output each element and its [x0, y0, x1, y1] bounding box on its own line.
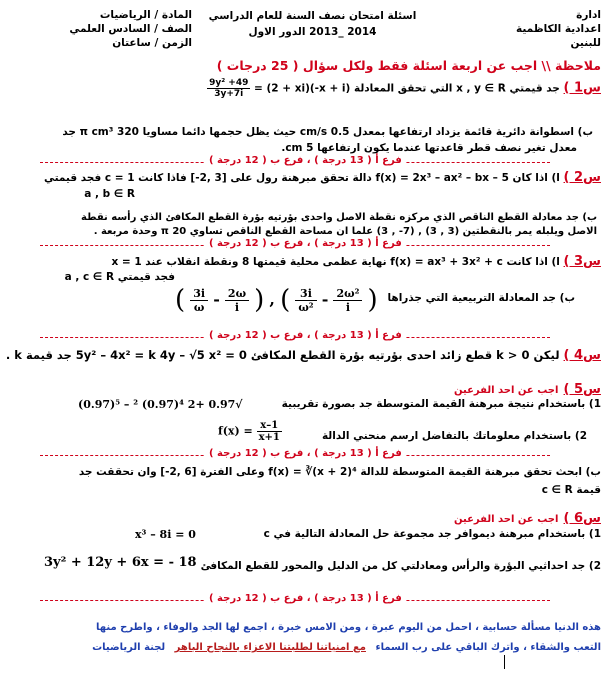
branch-marks [205, 593, 406, 604]
q6-item2 [201, 560, 601, 572]
branch-a-marks: فرع أ ( 13 درجة ) [314, 330, 402, 341]
frac-num: 2ω [225, 287, 249, 301]
branch-a-marks: فرع أ ( 13 درجة ) [314, 593, 402, 604]
header-subject-line: الزمن / ساعتان [112, 37, 192, 49]
q2-b-line2: الاصل ويلبله يمر بالنقطتين (3 , 3) , (7- , 3) علما ان مساحة القطع الناقص تساوي 20 π وحدة مربعة . [93, 226, 597, 237]
branch-b-marks: فرع ب ( 12 درجة ) [209, 448, 304, 459]
q5-header [454, 378, 601, 397]
minus-sign: - [213, 289, 220, 309]
header-school-line: ادارة [576, 9, 601, 21]
root2-term2 [333, 287, 362, 314]
branch-b-marks: فرع ب ( 12 درجة ) [209, 593, 304, 604]
q6-item2-num: 2) [588, 560, 601, 572]
q6-item1 [264, 528, 601, 540]
branch-sep: ، [306, 330, 311, 341]
footer-line2 [92, 642, 601, 653]
root2-term1 [295, 287, 316, 314]
q5-item2-func [218, 420, 282, 443]
q5-item1 [282, 398, 601, 410]
footer-line1: هذه الدنيا مسألة حسابية ، احمل من اليوم عبرة ، ومن الامس خبرة ، اجمع لها الجد والوفاء ، واطرح منها [96, 622, 601, 633]
q1-a-frac-den: 3y+7i [214, 89, 244, 99]
minus-sign: - [321, 289, 329, 309]
root1-term1 [190, 287, 208, 314]
branch-marks [205, 238, 406, 249]
q6-item2-eq: 3y² + 12y + 6x = - 18 [44, 555, 197, 570]
header-subject [32, 8, 192, 50]
frac-den: ω [193, 300, 205, 314]
q1-a-frac-num: 9y² +49 [209, 78, 249, 88]
q2-b-line1: ب) جد معادلة القطع الناقص الذي مركزه نقطة الاصل واحدى بؤرتيه بؤرة القطع المكافئ الذي رأسه نقطة [81, 212, 597, 223]
q5-b-line2: قيمة c ∈ R [541, 484, 601, 496]
q1-b-line1: ب) اسطوانة دائرية قائمة يزداد ارتفاعها بمعدل 0.5 cm/s حيث يظل حجمها دائما مساويا 320 π cm³ جد [62, 126, 593, 138]
q1-a [11, 78, 601, 108]
header-school-line: للبنين [570, 37, 601, 49]
q6-item1-num: 1) [588, 528, 601, 540]
q5-item1-text: باستخدام نتيجة مبرهنة القيمة المتوسطة جد بصورة تقريبية [281, 398, 586, 410]
q2-a-line2: a , b ∈ R [84, 188, 135, 200]
header-school [516, 8, 601, 50]
q2-a-line1 [44, 170, 601, 185]
header-school-line: اعدادية الكاظمية [516, 23, 601, 35]
frac-num: x–1 [257, 420, 282, 432]
branch-sep: ، [306, 238, 311, 249]
q2-number: س2 ) [563, 170, 601, 185]
q2-a-text: ا) اذا كان f(x) = 2x³ – ax² – bx – 5 دالة تحقق مبرهنة رول على [3 ,2-] فاذا كانت c = 1 فجد قيمتي [43, 172, 560, 184]
root1-term2 [225, 287, 249, 314]
header-exam [205, 8, 420, 40]
q5-b-line1: ب) ابحث تحقق مبرهنة القيمة المتوسطة للدالة f(x) = ∛(x + 2)⁴ وعلى الفترة [6 ,2-] وان تحققت جد [78, 466, 601, 478]
branch-b-marks: فرع ب ( 12 درجة ) [209, 155, 304, 166]
frac-num: 3i [190, 287, 208, 301]
frac-num: 3i [295, 287, 316, 301]
q5-item2-num: 2) [574, 430, 587, 442]
q4 [6, 348, 601, 363]
footer-wish: مع امنياتنا لطلبتنا الاعزاء بالنجاح الباهر [174, 642, 366, 653]
q6-item2-text: جد احداثيي البؤرة والرأس ومعادلتي كل من الدليل والمحور للقطع المكافئ [200, 560, 586, 572]
branch-sep: ، [306, 155, 311, 166]
q5-choose: اجب عن احد الفرعين [454, 385, 559, 396]
q1-a-fraction [207, 78, 250, 99]
frac-den: ω² [298, 300, 314, 314]
comma: , [269, 289, 275, 309]
text-cursor [504, 655, 505, 669]
q3-b-roots [175, 285, 378, 315]
q6-choose: اجب عن احد الفرعين [454, 514, 559, 525]
q3-number: س3 ) [563, 254, 601, 269]
q5-item2 [322, 430, 587, 442]
q4-text: ليكن k > 0 قطع زائد احدى بؤرتيه بؤرة القطع المكافئ 5y² – 4x² = k 4y – √5 x² = 0 جد قيمة k . [5, 348, 560, 362]
branch-sep: ، [306, 448, 311, 459]
frac-num: 2ω² [333, 287, 362, 301]
q5-item2-text: باستخدام معلوماتك بالتفاضل ارسم منحني الدالة [321, 430, 572, 442]
q5-item1-num: 1) [588, 398, 601, 410]
q3-a-line2: فجد قيمتي a , c ∈ R [64, 271, 175, 283]
frac-den: i [345, 300, 351, 314]
q6-header [454, 507, 601, 526]
footer-line2-a: التعب والشقاء ، واترك الباقي على رب السماء [375, 642, 601, 653]
q5-item1-expr: √0.97 +2 ⁴(0.97) ² – ⁵(0.97) [78, 398, 243, 411]
q1-a-eq-rhs: = (2 + xi)(-x + i) [254, 82, 351, 95]
frac-den: x+1 [258, 432, 280, 443]
q3-b [387, 292, 575, 304]
q3-a-text: ا) اذا كانت f(x) = ax³ + 3x² + c نهاية عظمى محلية قيمتها 8 ونقطة انقلاب عند x = 1 [111, 256, 560, 268]
branch-a-marks: فرع أ ( 13 درجة ) [314, 155, 402, 166]
func-lhs: f(x) = [218, 424, 253, 438]
branch-a-marks: فرع أ ( 13 درجة ) [314, 238, 402, 249]
q3-a-line1 [111, 254, 601, 269]
exam-note: ملاحظة \\ اجب عن اربعة اسئلة فقط ولكل سؤال ( 25 درجات ) [216, 58, 601, 73]
q5-item2-fraction [257, 420, 282, 443]
header-subject-line: المادة / الرياضيات [99, 9, 192, 21]
header-exam-year: 2014 _2013 الدور الاول [248, 26, 377, 38]
paren-close: ) [254, 285, 265, 315]
q4-number: س4 ) [563, 348, 601, 363]
branch-marks [205, 448, 406, 459]
branch-sep: ، [306, 593, 311, 604]
paren-close: ) [367, 285, 378, 315]
paren-open: ( [175, 285, 186, 315]
q5-number: س5 ) [563, 382, 601, 397]
header-subject-line: الصف / السادس العلمي [69, 23, 192, 35]
q6-item1-text: باستخدام مبرهنة ديموافر جد مجموعة حل المعادلة التالية في c [263, 528, 586, 540]
q6-number: س6 ) [563, 511, 601, 526]
q6-item1-eq: x³ – 8i = 0 [135, 528, 196, 541]
q1-a-text: جد قيمتي x , y ∈ R التي تحقق المعادلة [353, 82, 560, 95]
branch-marks [205, 330, 406, 341]
paren-open: ( [280, 285, 291, 315]
branch-b-marks: فرع ب ( 12 درجة ) [209, 330, 304, 341]
frac-den: i [234, 300, 240, 314]
branch-marks [205, 155, 406, 166]
q1-a-equation [207, 78, 350, 99]
q3-b-text: ب) جد المعادلة التربيعية التي جذراها [387, 292, 575, 304]
footer-committee: لجنة الرياضيات [92, 642, 166, 653]
q1-b-line2: معدل تغير نصف قطر قاعدتها عندما يكون ارتفاعها 5 cm. [281, 142, 577, 154]
branch-a-marks: فرع أ ( 13 درجة ) [314, 448, 402, 459]
header-exam-title: اسئلة امتحان نصف السنة للعام الدراسي [208, 10, 417, 22]
q1-number: س1 ) [563, 80, 601, 96]
branch-b-marks: فرع ب ( 12 درجة ) [209, 238, 304, 249]
